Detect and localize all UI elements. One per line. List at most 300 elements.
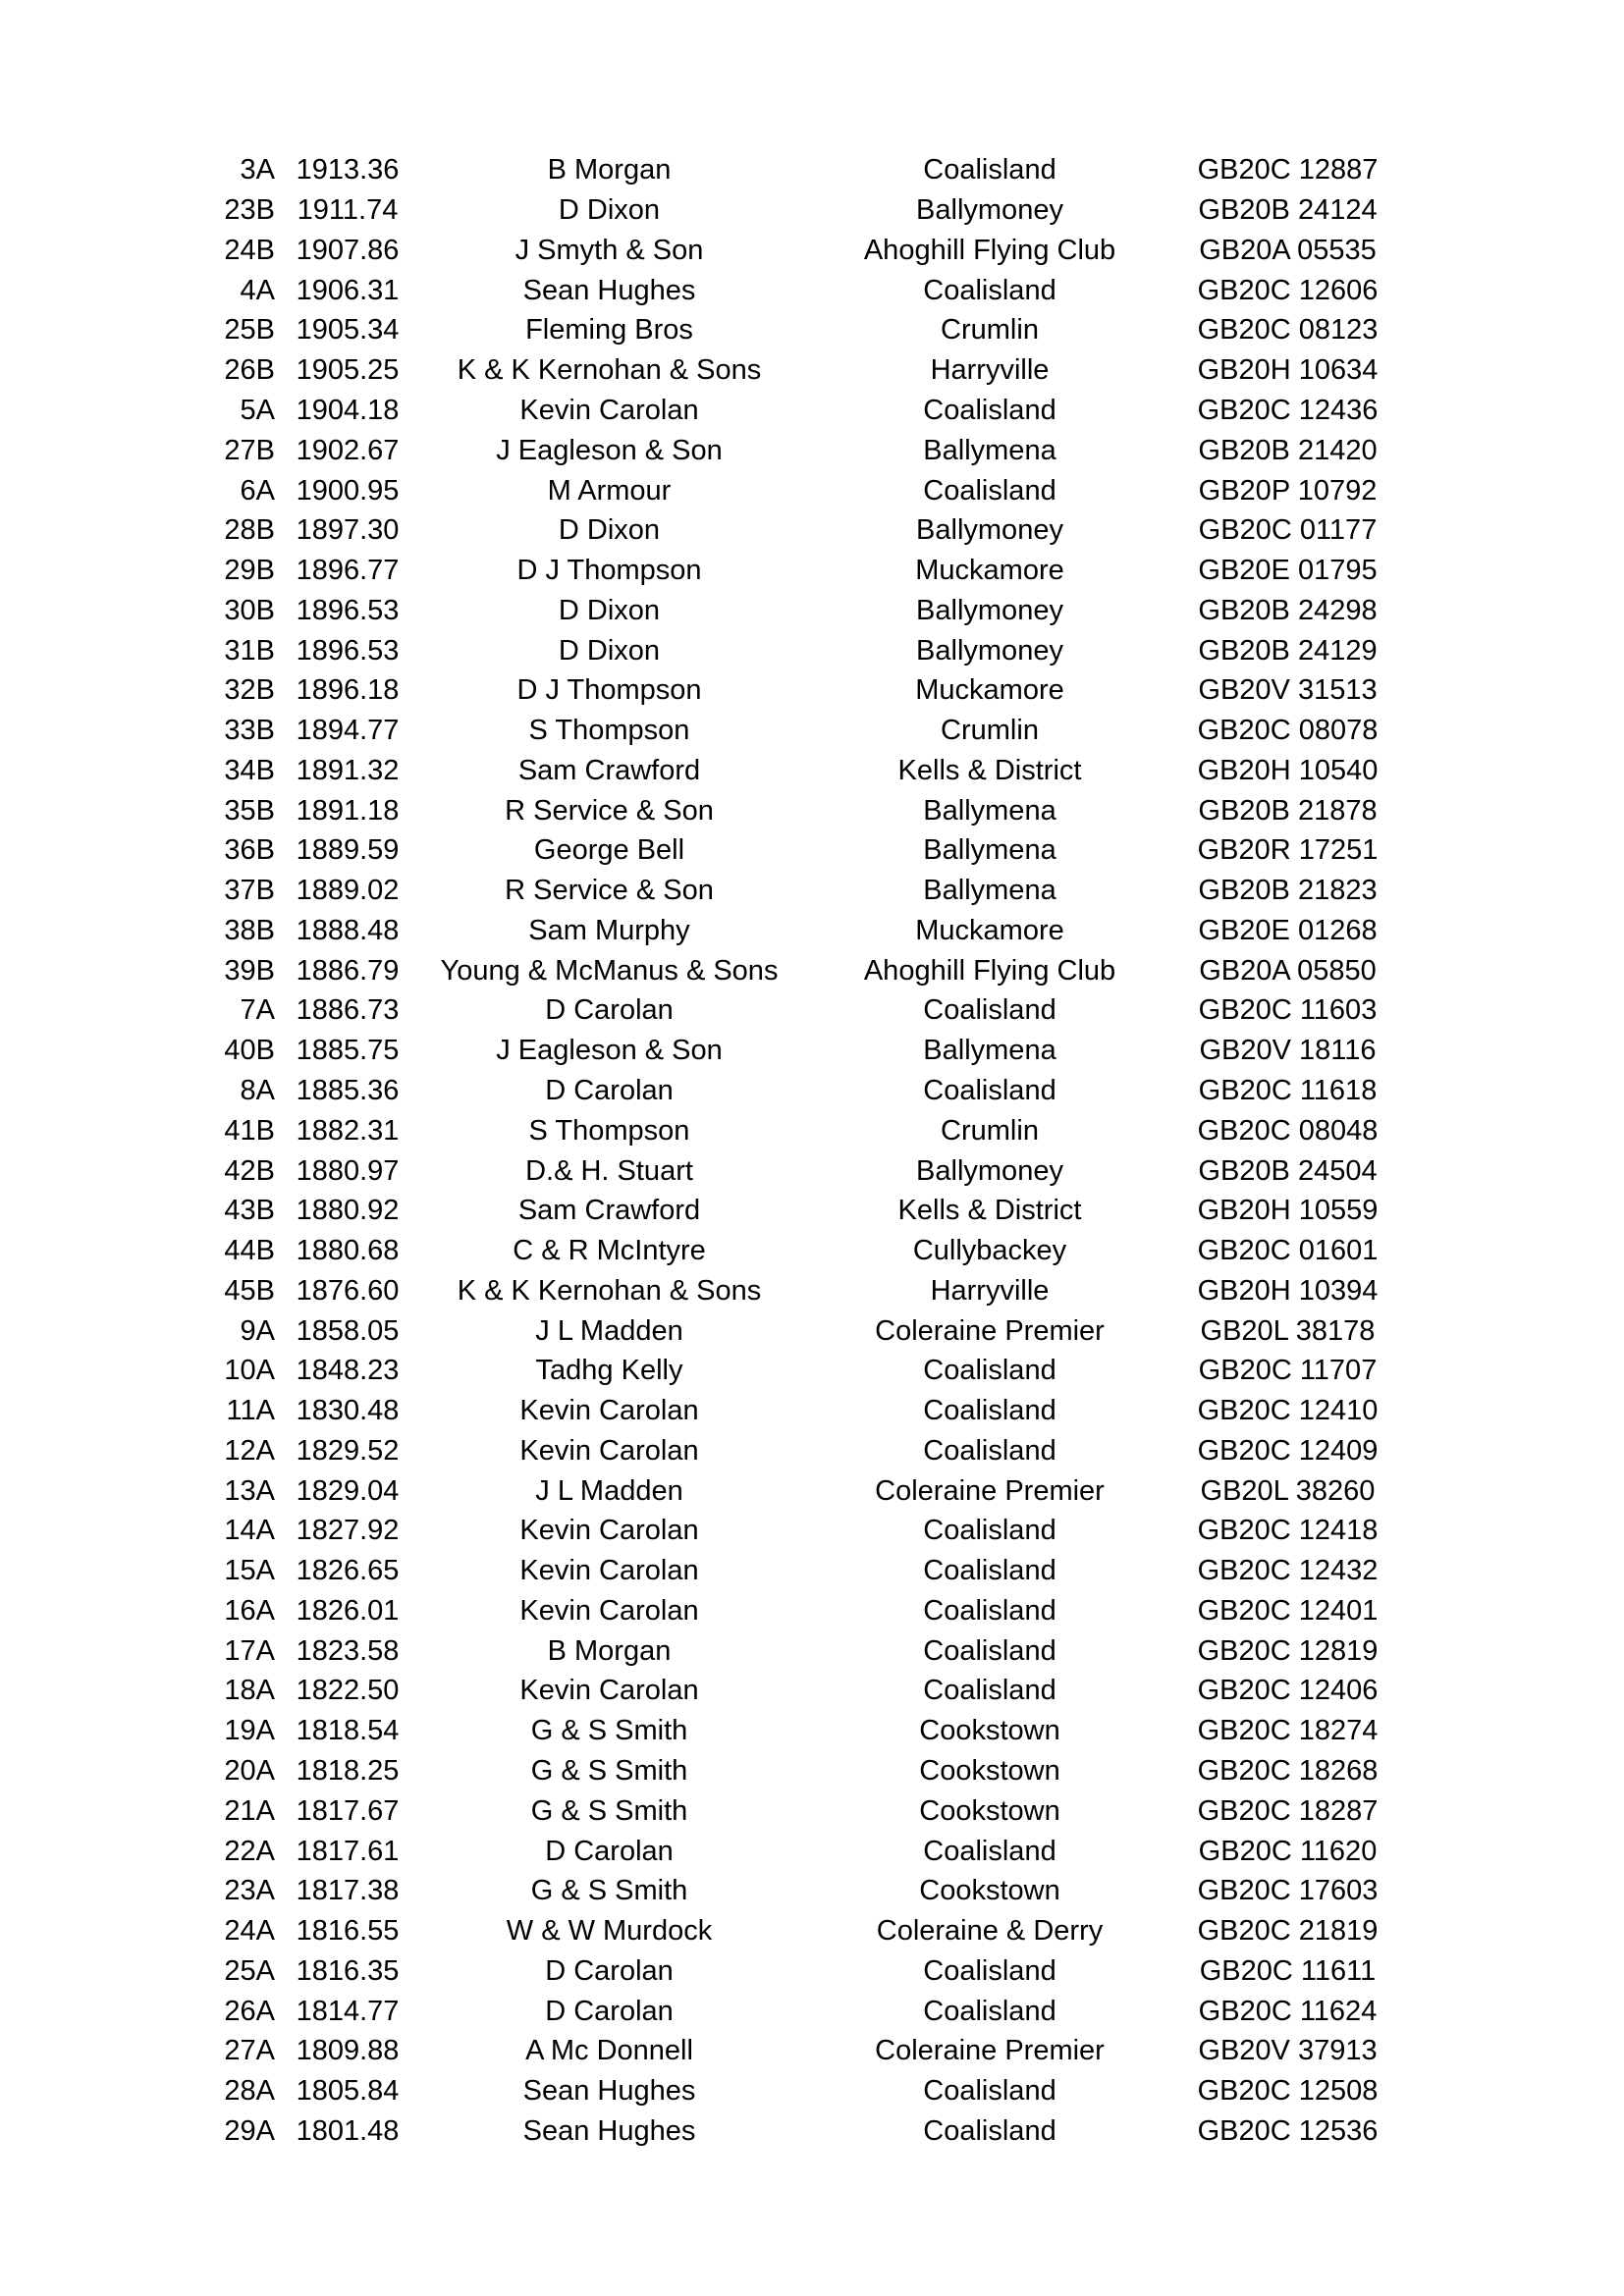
fancier-name-cell: C & R McIntyre [513, 1235, 706, 1267]
position-cell: 5A [240, 394, 275, 426]
fancier-name-cell: J Smyth & Son [514, 234, 704, 266]
position-cell: 43B [224, 1195, 275, 1227]
table-row [196, 1671, 1394, 1711]
velocity-cell: 1882.31 [296, 1114, 400, 1147]
velocity-cell: 1913.36 [296, 154, 400, 187]
position-cell: 24B [224, 234, 275, 266]
fancier-name-cell: G & S Smith [530, 1715, 688, 1747]
position-cell: 25A [224, 1954, 275, 1987]
table-row [196, 1031, 1394, 1071]
table-row [196, 790, 1394, 830]
club-cell: Coalisland [923, 394, 1056, 426]
fancier-name-cell: K & K Kernohan & Sons [457, 354, 762, 387]
position-cell: 40B [224, 1035, 275, 1067]
position-cell: 25B [224, 314, 275, 347]
table-row [196, 1231, 1394, 1271]
club-cell: Ballymoney [916, 194, 1063, 227]
velocity-cell: 1818.54 [296, 1715, 400, 1747]
position-cell: 36B [224, 834, 275, 867]
table-row [196, 2111, 1394, 2152]
position-cell: 29A [224, 2114, 275, 2147]
table-row [196, 350, 1394, 391]
velocity-cell: 1816.55 [296, 1915, 400, 1948]
club-cell: Coalisland [923, 1515, 1056, 1547]
velocity-cell: 1902.67 [296, 434, 400, 466]
table-row [196, 1591, 1394, 1631]
position-cell: 44B [224, 1235, 275, 1267]
results-body [196, 150, 1394, 2151]
table-row [196, 711, 1394, 751]
fancier-name-cell: R Service & Son [505, 794, 714, 827]
table-row [196, 430, 1394, 470]
ring-number-cell: GB20C 01177 [1198, 514, 1378, 547]
fancier-name-cell: D Carolan [545, 994, 674, 1027]
club-cell: Coalisland [923, 1355, 1056, 1387]
fancier-name-cell: W & W Murdock [506, 1915, 713, 1948]
velocity-cell: 1826.01 [296, 1594, 400, 1627]
club-cell: Kells & District [897, 754, 1082, 786]
ring-number-cell: GB20C 18268 [1197, 1755, 1379, 1787]
velocity-cell: 1827.92 [296, 1515, 400, 1547]
fancier-name-cell: Sean Hughes [522, 2075, 696, 2108]
club-cell: Crumlin [941, 314, 1039, 347]
club-cell: Coalisland [923, 2075, 1056, 2108]
ring-number-cell: GB20C 11624 [1198, 1995, 1378, 2027]
velocity-cell: 1814.77 [296, 1995, 400, 2027]
table-row [196, 750, 1394, 790]
fancier-name-cell: Tadhg Kelly [535, 1355, 683, 1387]
velocity-cell: 1894.77 [296, 715, 400, 747]
velocity-cell: 1897.30 [296, 514, 400, 547]
table-row [196, 1431, 1394, 1471]
position-cell: 26B [224, 354, 275, 387]
table-row [196, 1790, 1394, 1831]
table-row [196, 190, 1394, 231]
table-row [196, 1991, 1394, 2031]
fancier-name-cell: D Dixon [558, 194, 661, 227]
ring-number-cell: GB20C 11707 [1198, 1355, 1378, 1387]
ring-number-cell: GB20R 17251 [1197, 834, 1379, 867]
velocity-cell: 1818.25 [296, 1755, 400, 1787]
ring-number-cell: GB20C 12887 [1197, 154, 1379, 187]
velocity-cell: 1876.60 [296, 1274, 400, 1307]
position-cell: 8A [240, 1074, 275, 1106]
club-cell: Coalisland [923, 1954, 1056, 1987]
velocity-cell: 1905.25 [296, 354, 400, 387]
table-row [196, 2031, 1394, 2071]
fancier-name-cell: Sean Hughes [522, 2114, 696, 2147]
velocity-cell: 1858.05 [296, 1314, 400, 1347]
fancier-name-cell: S Thompson [528, 1114, 690, 1147]
club-cell: Coalisland [923, 2114, 1056, 2147]
table-row [196, 911, 1394, 951]
ring-number-cell: GB20H 10559 [1197, 1195, 1379, 1227]
fancier-name-cell: B Morgan [547, 1634, 672, 1667]
fancier-name-cell: J Eagleson & Son [496, 434, 723, 466]
ring-number-cell: GB20B 21823 [1198, 875, 1378, 907]
fancier-name-cell: Fleming Bros [525, 314, 693, 347]
club-cell: Harryville [930, 1274, 1050, 1307]
ring-number-cell: GB20C 12436 [1197, 394, 1379, 426]
ring-number-cell: GB20B 24129 [1198, 634, 1378, 667]
club-cell: Ballymoney [916, 634, 1063, 667]
velocity-cell: 1904.18 [296, 394, 400, 426]
position-cell: 14A [224, 1515, 275, 1547]
fancier-name-cell: Kevin Carolan [519, 1675, 699, 1707]
table-row [196, 590, 1394, 630]
table-row [196, 1831, 1394, 1871]
fancier-name-cell: D Dixon [558, 594, 661, 626]
ring-number-cell: GB20C 11611 [1199, 1954, 1377, 1987]
position-cell: 18A [224, 1675, 275, 1707]
club-cell: Cookstown [919, 1794, 1060, 1827]
position-cell: 4A [240, 274, 275, 306]
position-cell: 24A [224, 1915, 275, 1948]
position-cell: 19A [224, 1715, 275, 1747]
table-row [196, 1751, 1394, 1791]
table-row [196, 1071, 1394, 1111]
ring-number-cell: GB20C 11603 [1198, 994, 1378, 1027]
ring-number-cell: GB20L 38260 [1200, 1474, 1376, 1507]
club-cell: Coleraine Premier [875, 1314, 1105, 1347]
velocity-cell: 1826.65 [296, 1555, 400, 1587]
club-cell: Coalisland [923, 474, 1056, 507]
fancier-name-cell: Sam Crawford [517, 754, 701, 786]
ring-number-cell: GB20P 10792 [1198, 474, 1378, 507]
table-row [196, 470, 1394, 510]
velocity-cell: 1885.36 [296, 1074, 400, 1106]
club-cell: Ballymoney [916, 514, 1063, 547]
position-cell: 28B [224, 514, 275, 547]
velocity-cell: 1830.48 [296, 1395, 400, 1427]
fancier-name-cell: J L Madden [535, 1314, 683, 1347]
table-row [196, 1551, 1394, 1591]
club-cell: Harryville [930, 354, 1050, 387]
position-cell: 23B [224, 194, 275, 227]
ring-number-cell: GB20C 21819 [1197, 1915, 1379, 1948]
ring-number-cell: GB20H 10634 [1197, 354, 1379, 387]
table-row [196, 1950, 1394, 1991]
velocity-cell: 1809.88 [296, 2035, 400, 2067]
club-cell: Coalisland [923, 274, 1056, 306]
velocity-cell: 1880.92 [296, 1195, 400, 1227]
table-row [196, 1270, 1394, 1310]
velocity-cell: 1822.50 [296, 1675, 400, 1707]
table-row [196, 1150, 1394, 1191]
velocity-cell: 1886.79 [296, 954, 400, 987]
club-cell: Ballymoney [916, 1154, 1063, 1187]
ring-number-cell: GB20C 18274 [1197, 1715, 1379, 1747]
ring-number-cell: GB20C 12432 [1197, 1555, 1379, 1587]
position-cell: 35B [224, 794, 275, 827]
ring-number-cell: GB20B 24504 [1198, 1154, 1378, 1187]
club-cell: Kells & District [897, 1195, 1082, 1227]
club-cell: Crumlin [941, 1114, 1039, 1147]
club-cell: Coalisland [923, 1074, 1056, 1106]
table-row [196, 1110, 1394, 1150]
position-cell: 23A [224, 1875, 275, 1907]
velocity-cell: 1848.23 [296, 1355, 400, 1387]
fancier-name-cell: J L Madden [535, 1474, 683, 1507]
position-cell: 20A [224, 1755, 275, 1787]
position-cell: 26A [224, 1995, 275, 2027]
fancier-name-cell: M Armour [547, 474, 672, 507]
velocity-cell: 1829.04 [296, 1474, 400, 1507]
position-cell: 11A [226, 1395, 275, 1427]
ring-number-cell: GB20H 10540 [1197, 754, 1379, 786]
fancier-name-cell: J Eagleson & Son [496, 1035, 723, 1067]
velocity-cell: 1817.61 [296, 1835, 400, 1867]
ring-number-cell: GB20C 08048 [1197, 1114, 1379, 1147]
club-cell: Ballymena [923, 834, 1056, 867]
fancier-name-cell: Kevin Carolan [519, 1594, 699, 1627]
ring-number-cell: GB20E 01795 [1198, 555, 1378, 587]
table-row [196, 630, 1394, 670]
club-cell: Coleraine Premier [875, 1474, 1105, 1507]
velocity-cell: 1805.84 [296, 2075, 400, 2108]
fancier-name-cell: D Carolan [545, 1954, 674, 1987]
table-row [196, 990, 1394, 1031]
position-cell: 27B [224, 434, 275, 466]
ring-number-cell: GB20C 17603 [1197, 1875, 1379, 1907]
ring-number-cell: GB20V 31513 [1198, 674, 1378, 707]
velocity-cell: 1880.68 [296, 1235, 400, 1267]
position-cell: 30B [224, 594, 275, 626]
ring-number-cell: GB20C 12536 [1197, 2114, 1379, 2147]
position-cell: 33B [224, 715, 275, 747]
club-cell: Coalisland [923, 994, 1056, 1027]
position-cell: 37B [224, 875, 275, 907]
ring-number-cell: GB20A 05535 [1199, 234, 1377, 266]
position-cell: 15A [224, 1555, 275, 1587]
fancier-name-cell: D Carolan [545, 1995, 674, 2027]
table-row [196, 1351, 1394, 1391]
ring-number-cell: GB20H 10394 [1197, 1274, 1379, 1307]
fancier-name-cell: D Dixon [558, 634, 661, 667]
velocity-cell: 1817.67 [296, 1794, 400, 1827]
ring-number-cell: GB20B 21878 [1198, 794, 1378, 827]
table-row [196, 310, 1394, 350]
position-cell: 3A [240, 154, 275, 187]
position-cell: 27A [224, 2035, 275, 2067]
position-cell: 41B [224, 1114, 275, 1147]
fancier-name-cell: Kevin Carolan [519, 1555, 699, 1587]
table-row [196, 670, 1394, 711]
club-cell: Coalisland [923, 1434, 1056, 1467]
fancier-name-cell: Young & McManus & Sons [440, 954, 779, 987]
club-cell: Coleraine Premier [875, 2035, 1105, 2067]
table-row [196, 950, 1394, 990]
position-cell: 21A [224, 1794, 275, 1827]
position-cell: 42B [224, 1154, 275, 1187]
position-cell: 45B [224, 1274, 275, 1307]
velocity-cell: 1891.18 [296, 794, 400, 827]
velocity-cell: 1889.02 [296, 875, 400, 907]
ring-number-cell: GB20C 12418 [1197, 1515, 1379, 1547]
fancier-name-cell: Kevin Carolan [519, 1434, 699, 1467]
position-cell: 34B [224, 754, 275, 786]
velocity-cell: 1888.48 [296, 914, 400, 946]
fancier-name-cell: Kevin Carolan [519, 394, 699, 426]
fancier-name-cell: S Thompson [528, 715, 690, 747]
ring-number-cell: GB20B 24124 [1198, 194, 1378, 227]
position-cell: 39B [224, 954, 275, 987]
fancier-name-cell: A Mc Donnell [525, 2035, 693, 2067]
fancier-name-cell: D Carolan [545, 1074, 674, 1106]
fancier-name-cell: D J Thompson [516, 674, 702, 707]
club-cell: Cullybackey [912, 1235, 1067, 1267]
club-cell: Coalisland [923, 1395, 1056, 1427]
position-cell: 10A [224, 1355, 275, 1387]
position-cell: 22A [224, 1835, 275, 1867]
velocity-cell: 1907.86 [296, 234, 400, 266]
fancier-name-cell: B Morgan [547, 154, 672, 187]
fancier-name-cell: D.& H. Stuart [525, 1154, 693, 1187]
ring-number-cell: GB20C 18287 [1197, 1794, 1379, 1827]
position-cell: 16A [224, 1594, 275, 1627]
club-cell: Ahoghill Flying Club [863, 234, 1116, 266]
ring-number-cell: GB20C 12606 [1197, 274, 1379, 306]
club-cell: Ballymena [923, 434, 1056, 466]
club-cell: Ballymoney [916, 594, 1063, 626]
ring-number-cell: GB20L 38178 [1200, 1314, 1376, 1347]
fancier-name-cell: Sam Murphy [528, 914, 690, 946]
table-row [196, 1871, 1394, 1911]
ring-number-cell: GB20C 11620 [1198, 1835, 1378, 1867]
table-row [196, 1711, 1394, 1751]
club-cell: Coalisland [923, 1675, 1056, 1707]
fancier-name-cell: K & K Kernohan & Sons [457, 1274, 762, 1307]
position-cell: 12A [224, 1434, 275, 1467]
ring-number-cell: GB20C 08078 [1197, 715, 1379, 747]
ring-number-cell: GB20A 05850 [1199, 954, 1377, 987]
table-row [196, 1511, 1394, 1551]
velocity-cell: 1885.75 [296, 1035, 400, 1067]
velocity-cell: 1817.38 [296, 1875, 400, 1907]
club-cell: Muckamore [915, 555, 1064, 587]
position-cell: 31B [224, 634, 275, 667]
ring-number-cell: GB20B 24298 [1198, 594, 1378, 626]
ring-number-cell: GB20V 18116 [1199, 1035, 1377, 1067]
ring-number-cell: GB20C 11618 [1198, 1074, 1378, 1106]
velocity-cell: 1889.59 [296, 834, 400, 867]
velocity-cell: 1896.53 [296, 634, 400, 667]
fancier-name-cell: Sean Hughes [522, 274, 696, 306]
ring-number-cell: GB20C 12508 [1197, 2075, 1379, 2108]
fancier-name-cell: G & S Smith [530, 1875, 688, 1907]
ring-number-cell: GB20C 12410 [1197, 1395, 1379, 1427]
club-cell: Coalisland [923, 1634, 1056, 1667]
ring-number-cell: GB20V 37913 [1198, 2035, 1378, 2067]
velocity-cell: 1906.31 [296, 274, 400, 306]
velocity-cell: 1886.73 [296, 994, 400, 1027]
table-row [196, 1630, 1394, 1671]
table-row [196, 830, 1394, 871]
table-row [196, 1911, 1394, 1951]
position-cell: 17A [224, 1634, 275, 1667]
position-cell: 29B [224, 555, 275, 587]
fancier-name-cell: G & S Smith [530, 1755, 688, 1787]
club-cell: Ahoghill Flying Club [863, 954, 1116, 987]
fancier-name-cell: Sam Crawford [517, 1195, 701, 1227]
club-cell: Ballymena [923, 794, 1056, 827]
ring-number-cell: GB20E 01268 [1198, 914, 1378, 946]
ring-number-cell: GB20C 12819 [1197, 1634, 1379, 1667]
position-cell: 6A [240, 474, 275, 507]
velocity-cell: 1900.95 [296, 474, 400, 507]
club-cell: Cookstown [919, 1875, 1060, 1907]
club-cell: Crumlin [941, 715, 1039, 747]
velocity-cell: 1911.74 [297, 194, 399, 227]
club-cell: Muckamore [915, 914, 1064, 946]
results-table [196, 150, 1394, 2151]
table-row [196, 1310, 1394, 1351]
ring-number-cell: GB20C 12409 [1197, 1434, 1379, 1467]
ring-number-cell: GB20C 12406 [1197, 1675, 1379, 1707]
velocity-cell: 1896.18 [296, 674, 400, 707]
club-cell: Muckamore [915, 674, 1064, 707]
table-row [196, 391, 1394, 431]
fancier-name-cell: D J Thompson [516, 555, 702, 587]
ring-number-cell: GB20C 08123 [1197, 314, 1379, 347]
club-cell: Ballymena [923, 875, 1056, 907]
position-cell: 7A [240, 994, 275, 1027]
position-cell: 38B [224, 914, 275, 946]
ring-number-cell: GB20B 21420 [1198, 434, 1378, 466]
club-cell: Cookstown [919, 1755, 1060, 1787]
fancier-name-cell: George Bell [533, 834, 685, 867]
table-row [196, 1470, 1394, 1511]
fancier-name-cell: D Carolan [545, 1835, 674, 1867]
fancier-name-cell: Kevin Carolan [519, 1395, 699, 1427]
position-cell: 32B [224, 674, 275, 707]
velocity-cell: 1829.52 [296, 1434, 400, 1467]
velocity-cell: 1816.35 [296, 1954, 400, 1987]
ring-number-cell: GB20C 01601 [1197, 1235, 1379, 1267]
table-row [196, 150, 1394, 190]
fancier-name-cell: Kevin Carolan [519, 1515, 699, 1547]
table-row [196, 510, 1394, 551]
table-row [196, 551, 1394, 591]
club-cell: Cookstown [919, 1715, 1060, 1747]
fancier-name-cell: D Dixon [558, 514, 661, 547]
club-cell: Coalisland [923, 1835, 1056, 1867]
fancier-name-cell: G & S Smith [530, 1794, 688, 1827]
table-row [196, 871, 1394, 911]
velocity-cell: 1896.53 [296, 594, 400, 626]
position-cell: 9A [240, 1314, 275, 1347]
club-cell: Coalisland [923, 1594, 1056, 1627]
velocity-cell: 1880.97 [296, 1154, 400, 1187]
table-row [196, 231, 1394, 271]
velocity-cell: 1823.58 [296, 1634, 400, 1667]
velocity-cell: 1891.32 [296, 754, 400, 786]
table-row [196, 1391, 1394, 1431]
fancier-name-cell: R Service & Son [505, 875, 714, 907]
velocity-cell: 1801.48 [296, 2114, 400, 2147]
velocity-cell: 1896.77 [296, 555, 400, 587]
club-cell: Coalisland [923, 1995, 1056, 2027]
table-row [196, 2071, 1394, 2111]
table-row [196, 270, 1394, 310]
ring-number-cell: GB20C 12401 [1197, 1594, 1379, 1627]
club-cell: Coalisland [923, 1555, 1056, 1587]
table-row [196, 1191, 1394, 1231]
velocity-cell: 1905.34 [296, 314, 400, 347]
position-cell: 13A [224, 1474, 275, 1507]
club-cell: Ballymena [923, 1035, 1056, 1067]
club-cell: Coleraine & Derry [876, 1915, 1104, 1948]
